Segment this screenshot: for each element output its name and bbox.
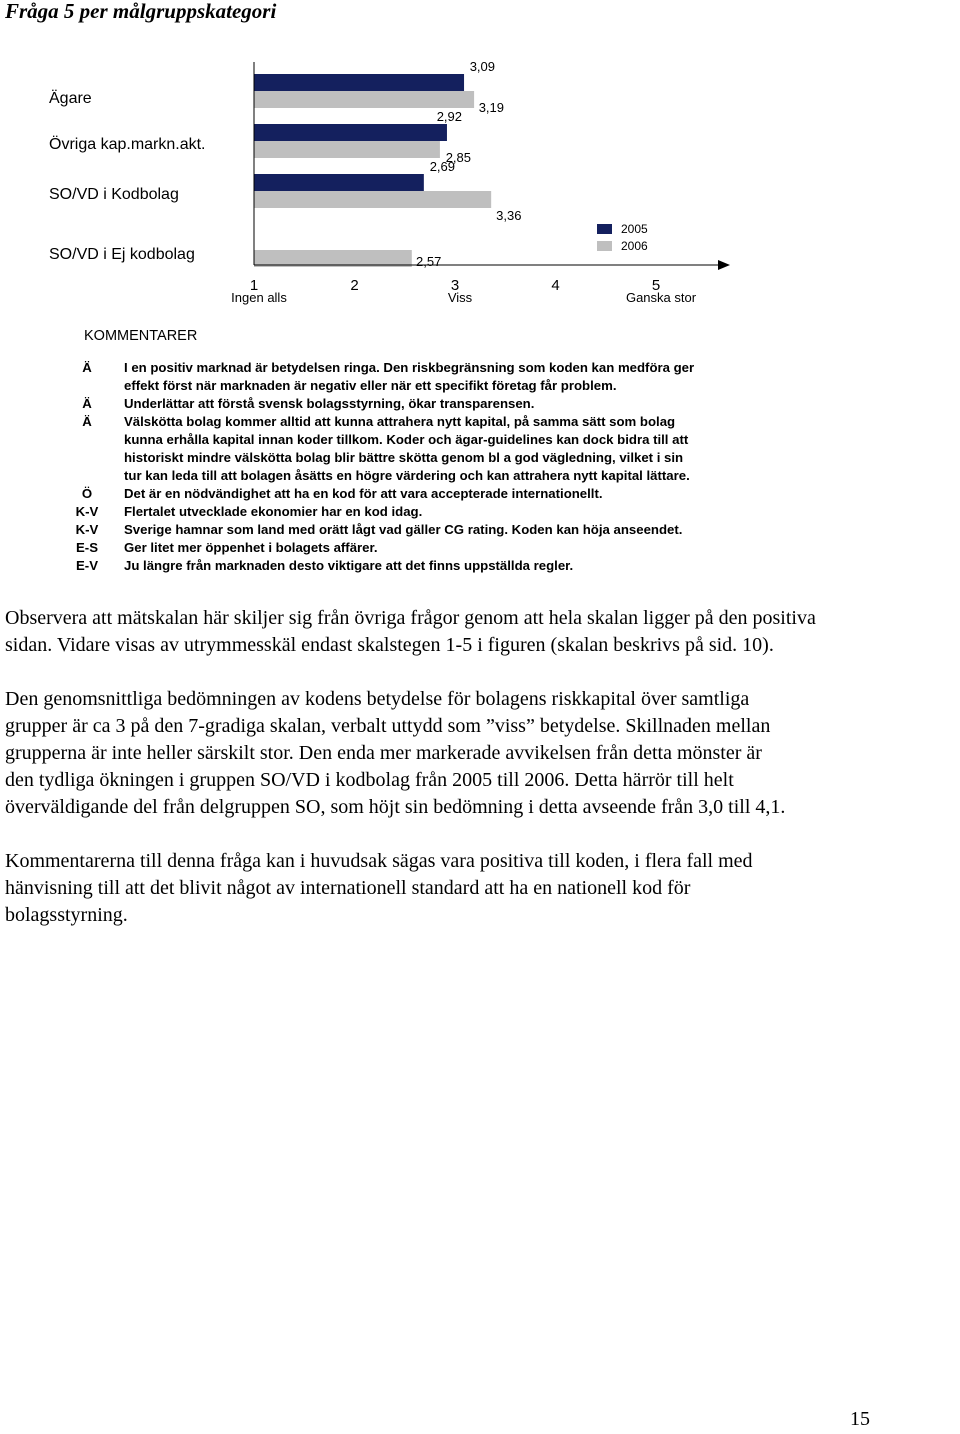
bar-2006 — [254, 91, 474, 108]
category-label: SO/VD i Kodbolag — [49, 186, 179, 203]
data-label: 2,92 — [436, 109, 462, 124]
comment-item — [60, 485, 890, 503]
data-label: 2,57 — [416, 254, 442, 269]
comment-text — [124, 485, 890, 503]
comment-item — [60, 395, 890, 413]
comment-code: E-S — [76, 540, 98, 555]
page-number: 15 — [850, 1408, 870, 1430]
paragraph-line: Den genomsnittliga bedömningen av kodens betydelse för bolagens riskkapital över samtliga — [5, 688, 750, 710]
comment-line: kunna erhålla kapital innan koder tillkom. Koder och ägar-guidelines kan dock bidra till att — [124, 432, 689, 447]
x-axis-arrow-icon — [718, 260, 730, 270]
legend-label: 2006 — [621, 239, 648, 253]
data-label: 3,36 — [496, 208, 522, 223]
paragraph-line: grupper är ca 3 på den 7-gradiga skalan, verbalt uttydd som ”viss” betydelse. Skillnaden mellan — [5, 715, 771, 737]
paragraph-line: överväldigande del från delgruppen SO, som höjt sin bedömning i detta avseende från 3,0 till 4,1. — [5, 796, 786, 818]
x-tick-label: 2 — [350, 277, 359, 294]
comment-text — [124, 539, 890, 557]
x-tick-label: 1 — [249, 277, 259, 294]
x-tick-label: 4 — [551, 277, 560, 294]
bar-2005 — [254, 124, 447, 141]
comment-line: Det är en nödvändighet att ha en kod för att vara accepterade internationellt. — [124, 486, 603, 501]
x-scale-text: Ingen alls — [231, 290, 287, 305]
paragraph — [5, 686, 960, 821]
category-label: Ägare — [49, 90, 92, 107]
comment-line: Ger litet mer öppenhet i bolagets affärer. — [124, 540, 378, 555]
comment-line: Sverige hamnar som land med orätt lågt vad gäller CG rating. Koden kan höja anseendet. — [124, 522, 683, 537]
comment-line: historiskt mindre välskötta bolag blir bättre skötta genom bl a god vägledning, vilket i sin — [124, 450, 684, 465]
comment-text — [124, 413, 890, 485]
comment-text — [124, 395, 890, 413]
paragraph — [5, 848, 960, 929]
comment-text — [124, 503, 890, 521]
comment-line: I en positiv marknad är betydelsen ringa. Den riskbegränsning som koden kan medföra ger — [124, 360, 695, 375]
paragraph-line: Kommentarerna till denna fråga kan i huvudsak sägas vara positiva till koden, i flera fall med — [5, 850, 753, 872]
bar-2006 — [254, 191, 491, 208]
comment-line: tur kan leda till att bolagen åsätts en högre värdering och kan attrahera nytt kapital lättare. — [124, 468, 690, 483]
comment-item — [60, 359, 890, 395]
comments-heading: KOMMENTARER — [84, 328, 198, 344]
comment-code: E-V — [76, 558, 98, 573]
comment-item — [60, 539, 890, 557]
comment-text — [124, 359, 890, 395]
page-title: Fråga 5 per målgruppskategori — [5, 0, 277, 23]
paragraph-line: den tydliga ökningen i gruppen SO/VD i kodbolag från 2005 till 2006. Detta härrör till helt — [5, 769, 734, 791]
comment-item — [60, 557, 890, 575]
legend-label: 2005 — [621, 222, 648, 236]
x-tick-label: 3 — [450, 277, 460, 294]
legend-swatch — [597, 241, 612, 251]
category-label: Övriga kap.markn.akt. — [49, 136, 206, 153]
bar-chart — [0, 55, 760, 315]
x-tick-label: 5 — [651, 277, 661, 294]
data-label: 3,09 — [469, 59, 495, 74]
comment-line: Ju längre från marknaden desto viktigare att det finns uppställda regler. — [124, 558, 574, 573]
comment-line: Underlättar att förstå svensk bolagsstyrning, ökar transparensen. — [124, 396, 535, 411]
paragraph-line: hänvisning till att det blivit något av internationell standard att ha en nationell kod för — [5, 877, 691, 899]
paragraph — [5, 605, 960, 659]
comment-line: effekt först när marknaden är negativ eller när ett specifikt företag får problem. — [124, 378, 617, 393]
bar-2005 — [254, 74, 464, 91]
paragraph-line: bolagsstyrning. — [5, 904, 128, 926]
data-label: 2,69 — [429, 159, 455, 174]
comment-code: Ä — [82, 414, 92, 429]
comment-line: Flertalet utvecklade ekonomier har en kod idag. — [124, 504, 423, 519]
paragraph-line: sidan. Vidare visas av utrymmesskäl endast skalstegen 1-5 i figuren (skalan beskrivs på sid. 10). — [5, 634, 774, 656]
paragraph-line: Observera att mätskalan här skiljer sig från övriga frågor genom att hela skalan ligger på den positiva — [5, 607, 816, 629]
comment-code: Ö — [81, 486, 93, 501]
x-scale-text: Ganska stor — [625, 290, 697, 305]
x-scale-text: Viss — [447, 290, 473, 305]
comment-text — [124, 557, 890, 575]
legend-swatch — [597, 224, 612, 234]
comment-item — [60, 413, 890, 485]
comment-code: Ä — [82, 396, 92, 411]
comment-text — [124, 521, 890, 539]
category-label: SO/VD i Ej kodbolag — [49, 246, 195, 263]
bar-2006 — [254, 141, 440, 158]
comment-item — [60, 521, 890, 539]
comment-code: Ä — [82, 360, 92, 375]
data-label: 2,85 — [445, 150, 471, 165]
data-label: 3,19 — [478, 100, 504, 115]
bar-2005 — [254, 174, 424, 191]
paragraph-line: grupperna är inte heller särskilt stor. Den enda mer markerade avvikelsen från detta mönster är — [5, 742, 762, 764]
comment-item — [60, 503, 890, 521]
comment-code: K-V — [75, 522, 99, 537]
bar-2006 — [254, 250, 412, 267]
comment-line: Välskötta bolag kommer alltid att kunna attrahera nytt kapital, på samma sätt som bolag — [124, 414, 676, 429]
comment-code: K-V — [75, 504, 99, 519]
